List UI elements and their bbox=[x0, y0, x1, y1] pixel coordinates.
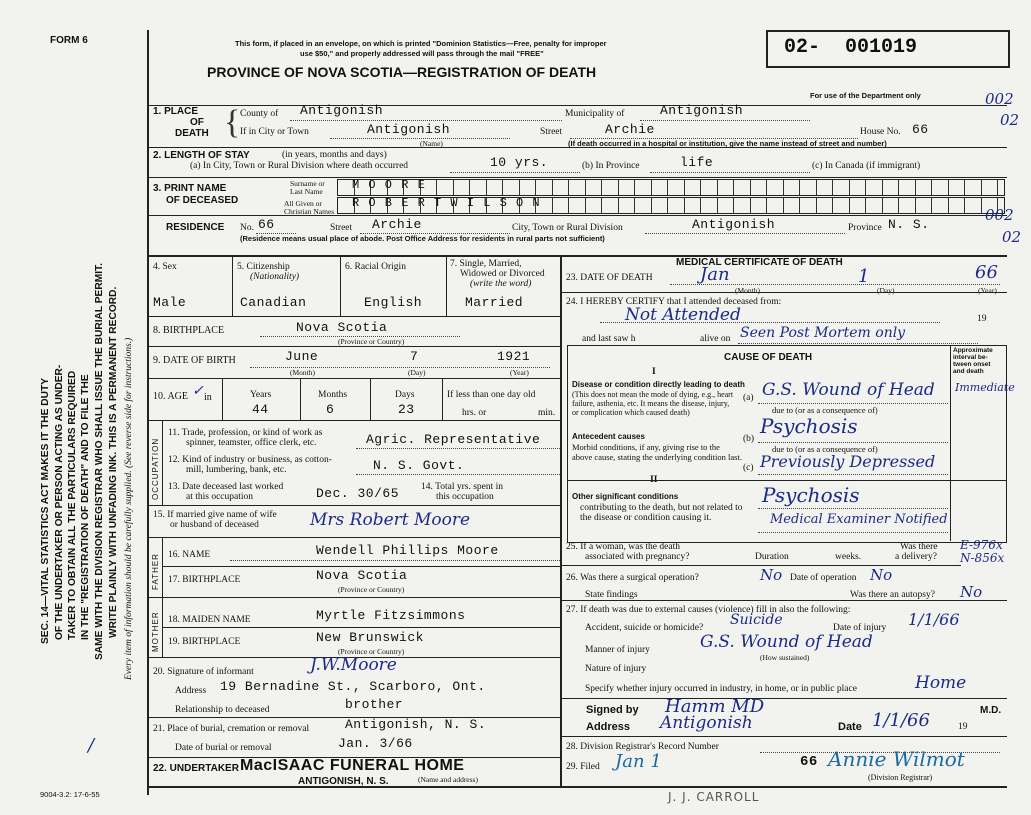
sex-label: 4. Sex bbox=[153, 262, 177, 272]
registrar-hint: (Division Registrar) bbox=[868, 773, 933, 782]
racial-value: English bbox=[364, 295, 423, 310]
place-label-2: OF bbox=[190, 117, 204, 128]
side-instruction-2: OF THE UNDERTAKER OR PERSON ACTING AS UNDER- bbox=[54, 364, 65, 640]
rule-10 bbox=[147, 537, 560, 538]
birthplace-label: 8. BIRTHPLACE bbox=[153, 325, 225, 336]
stay-hint: (in years, months and days) bbox=[282, 150, 387, 160]
immediate-label: Disease or condition directly leading to death bbox=[572, 380, 745, 389]
brace-icon: { bbox=[224, 104, 241, 141]
operation-date-label: Date of operation bbox=[790, 573, 857, 583]
burial-place-label: 21. Place of burial, cremation or removal bbox=[153, 724, 310, 734]
dept-code-2: 02 bbox=[1000, 111, 1020, 129]
age-v1 bbox=[222, 378, 223, 420]
place-label-1: 1. PLACE bbox=[153, 106, 199, 117]
mother-maiden-label: 18. MAIDEN NAME bbox=[168, 615, 251, 625]
age-v4 bbox=[442, 378, 443, 420]
father-birthplace-label: 17. BIRTHPLACE bbox=[168, 575, 241, 585]
marital-label-1: 7. Single, Married, bbox=[450, 259, 522, 269]
house-no-value: 66 bbox=[912, 122, 929, 137]
accident-value: Suicide bbox=[730, 612, 783, 628]
residence-province-value: N. S. bbox=[888, 217, 930, 232]
margin-mark: / bbox=[88, 735, 95, 756]
birthplace-value: Nova Scotia bbox=[296, 320, 388, 335]
last-worked-label-2: at this occupation bbox=[186, 492, 254, 502]
trade-line bbox=[356, 448, 560, 449]
doctor-address-label: Address bbox=[586, 721, 631, 733]
county-label: County of bbox=[240, 109, 279, 119]
attended-line bbox=[600, 322, 940, 323]
grid-v2 bbox=[340, 256, 341, 316]
residence-street-label: Street bbox=[330, 223, 353, 233]
filed-month-value: Jan 1 bbox=[615, 751, 662, 772]
mother-maiden-value: Myrtle Fitzsimmons bbox=[316, 608, 466, 623]
code-n-value: N-856x bbox=[960, 551, 1005, 565]
residence-province-label: Province bbox=[848, 223, 882, 233]
sex-value: Male bbox=[153, 295, 187, 310]
dob-day: 7 bbox=[410, 349, 419, 364]
burial-place-value: Antigonish, N. S. bbox=[345, 717, 487, 732]
lt-day-label-2: hrs. or bbox=[462, 408, 487, 418]
accident-label: Accident, suicide or homicide? bbox=[585, 623, 704, 633]
side-instruction-7: Every item of information should be carefully supplied. (See reverse side for instructions.) bbox=[124, 337, 134, 680]
rule-11 bbox=[162, 566, 560, 567]
street-label: Street bbox=[540, 127, 563, 137]
age-years-value: 44 bbox=[252, 402, 269, 417]
doctor-date-19: 19 bbox=[958, 722, 968, 732]
stay-city-value: 10 yrs. bbox=[490, 155, 549, 170]
death-day-value: 1 bbox=[858, 266, 870, 287]
death-date-label: 23. DATE OF DEATH bbox=[566, 273, 653, 283]
municipality-value: Antigonish bbox=[660, 103, 744, 118]
residence-no-label: No. bbox=[240, 223, 254, 233]
rule-8 bbox=[147, 420, 560, 421]
spouse-value: Mrs Robert Moore bbox=[310, 510, 471, 530]
signed-label: Signed by bbox=[586, 704, 639, 716]
autopsy-label: Was there an autopsy? bbox=[850, 590, 935, 600]
stay-label: 2. LENGTH OF STAY bbox=[153, 150, 250, 161]
cause-c-label: (c) bbox=[743, 463, 754, 473]
age-check-mark: ✓ bbox=[192, 383, 204, 399]
industry-label-2: mill, lumbering, bank, etc. bbox=[186, 465, 287, 475]
weeks-label: weeks. bbox=[835, 552, 862, 562]
undertaker-hint: (Name and address) bbox=[418, 775, 478, 784]
other-line-2 bbox=[758, 532, 948, 533]
surname-label-2: Last Name bbox=[290, 187, 323, 196]
center-frame-line bbox=[560, 256, 562, 786]
attended-value: Not Attended bbox=[625, 305, 741, 325]
lt-day-label-1: If less than one day old bbox=[447, 390, 536, 400]
med-rule-1 bbox=[561, 292, 1007, 293]
injury-where-value: Home bbox=[915, 673, 967, 693]
given-name-value: R O B E R T W I L S O N bbox=[352, 196, 541, 210]
envelope-notice-1: This form, if placed in an envelope, on which is printed "Dominion Statistics—Free, penalty for improper bbox=[235, 39, 607, 48]
department-use-note: For use of the Department only bbox=[810, 91, 921, 100]
citizenship-label-2: (Nationality) bbox=[250, 272, 300, 282]
side-instruction-3: TAKER TO OBTAIN ALL THE PARTICULARS REQUIRED bbox=[67, 370, 78, 640]
rule-13 bbox=[162, 627, 560, 628]
trade-label-1: 11. Trade, profession, or kind of work as bbox=[168, 428, 323, 438]
injury-date-label: Date of injury bbox=[833, 623, 887, 633]
residence-label: RESIDENCE bbox=[166, 222, 225, 233]
residence-street-value: Archie bbox=[372, 217, 422, 232]
birthplace-hint: (Province or Country) bbox=[338, 337, 405, 346]
medical-title: MEDICAL CERTIFICATE OF DEATH bbox=[676, 257, 843, 268]
surgical-label: 26. Was there a surgical operation? bbox=[566, 573, 699, 583]
antecedent-label: Antecedent causes bbox=[572, 432, 645, 441]
cause-b-value: Psychosis bbox=[760, 414, 858, 438]
part-two-label: II bbox=[650, 475, 658, 485]
doctor-date-value: 1/1/66 bbox=[872, 710, 930, 731]
cause-a-value: G.S. Wound of Head bbox=[762, 380, 935, 400]
side-instruction-5: SAME WITH THE DIVISION REGISTRAR WHO SHALL ISSUE THE BURIAL PERMIT. bbox=[94, 263, 105, 660]
med-rule-5 bbox=[561, 736, 1007, 737]
residence-city-line bbox=[645, 233, 845, 234]
code-e-value: E-976x bbox=[960, 538, 1003, 552]
citizenship-value: Canadian bbox=[240, 295, 307, 310]
marital-label-3: (write the word) bbox=[470, 279, 532, 289]
nature-label: Nature of injury bbox=[585, 664, 647, 674]
part-one-label: I bbox=[652, 367, 656, 377]
cause-c-value: Previously Depressed bbox=[760, 452, 936, 471]
cause-c-line bbox=[758, 474, 948, 475]
informant-address-value: 19 Bernadine St., Scarboro, Ont. bbox=[220, 679, 486, 694]
filed-year-value: 66 bbox=[800, 754, 818, 770]
house-no-label: House No. bbox=[860, 127, 901, 137]
alive-on-line bbox=[738, 343, 978, 344]
cause-a-label: (a) bbox=[743, 393, 754, 403]
given-label-1: All Given or bbox=[284, 199, 322, 208]
age-label: 10. AGE bbox=[153, 391, 188, 402]
dob-year-hint: (Year) bbox=[510, 368, 529, 377]
alive-on-label: alive on bbox=[700, 334, 731, 344]
alive-on-value: Seen Post Mortem only bbox=[740, 325, 906, 341]
last-worked-value: Dec. 30/65 bbox=[316, 486, 400, 501]
print-code: 9004-3.2: 17-6-55 bbox=[40, 790, 100, 799]
interval-label: Approximate interval be- tween onset and death bbox=[953, 347, 993, 375]
stay-province-value: life bbox=[680, 155, 714, 170]
mother-birthplace-value: New Brunswick bbox=[316, 630, 424, 645]
father-name-value: Wendell Phillips Moore bbox=[316, 543, 499, 558]
cause-b-label: (b) bbox=[743, 434, 755, 444]
other-note: contributing to the death, but not related to the disease or condition causing it. bbox=[580, 503, 743, 523]
grid-v3 bbox=[446, 256, 447, 316]
years-label: Years bbox=[250, 390, 272, 400]
age-v3 bbox=[370, 378, 371, 420]
dob-label: 9. DATE OF BIRTH bbox=[153, 355, 236, 366]
doctor-date-label: Date bbox=[838, 721, 862, 733]
city-value: Antigonish bbox=[367, 122, 451, 137]
filed-label: 29. Filed bbox=[566, 762, 600, 772]
death-day-hint: (Day) bbox=[877, 286, 895, 295]
residence-city-value: Antigonish bbox=[692, 217, 776, 232]
trade-value: Agric. Representative bbox=[366, 432, 541, 447]
header-rule bbox=[147, 105, 1007, 106]
spouse-label-1: 15. If married give name of wife bbox=[153, 510, 277, 520]
name-hint: (Name) bbox=[420, 139, 443, 148]
side-instruction-1: SEC. 14—VITAL STATISTICS ACT MAKES IT THE DUTY bbox=[40, 377, 51, 644]
stay-province-line bbox=[650, 172, 810, 173]
doctor-address-value: Antigonish bbox=[660, 713, 753, 733]
form-number: FORM 6 bbox=[50, 35, 88, 46]
how-hint: (How sustained) bbox=[760, 653, 810, 662]
relationship-value: brother bbox=[345, 697, 404, 712]
father-name-line bbox=[230, 560, 560, 561]
immediate-note: (This does not mean the mode of dying, e.g., heart failure, asthenia, etc. It means the disease, injury, or complication which caused death) bbox=[572, 390, 734, 417]
antecedent-note: Morbid conditions, if any, giving rise to the above cause, stating the underlying condition last. bbox=[572, 442, 742, 462]
undertaker-stamp: MacISAAC FUNERAL HOME bbox=[240, 757, 465, 774]
death-month-value: Jan bbox=[700, 264, 730, 285]
md-label: M.D. bbox=[980, 705, 1002, 716]
informant-sig-label: 20. Signature of informant bbox=[153, 667, 254, 677]
due-to-a-label: due to (or as a consequence of) bbox=[772, 405, 878, 415]
age-days-value: 23 bbox=[398, 402, 415, 417]
lt-day-label-3: min. bbox=[538, 408, 556, 418]
rule-5 bbox=[147, 316, 560, 317]
municipality-label: Municipality of bbox=[565, 109, 625, 119]
dob-year: 1921 bbox=[497, 349, 531, 364]
total-years-label-1: 14. Total yrs. spent in bbox=[421, 482, 504, 492]
cause-title: CAUSE OF DEATH bbox=[724, 352, 813, 363]
residence-no-value: 66 bbox=[258, 217, 275, 232]
signed-value: Hamm MD bbox=[665, 696, 765, 717]
certify-label: 24. I HEREBY CERTIFY that I attended deceased from: bbox=[566, 297, 782, 307]
stay-city-label: (a) In City, Town or Rural Division where death occurred bbox=[190, 161, 409, 171]
county-value: Antigonish bbox=[300, 103, 384, 118]
findings-label: State findings bbox=[585, 590, 638, 600]
residence-city-label: City, Town or Rural Division bbox=[512, 223, 623, 233]
cause-a-line bbox=[758, 403, 948, 404]
dob-month: June bbox=[285, 349, 319, 364]
rule-3 bbox=[147, 215, 1007, 216]
med-rule-3 bbox=[561, 600, 1007, 601]
municipality-line bbox=[640, 120, 810, 121]
father-name-label: 16. NAME bbox=[168, 550, 211, 560]
dob-month-hint: (Month) bbox=[290, 368, 315, 377]
dept-code-4: 02 bbox=[1002, 228, 1022, 246]
stay-city-line bbox=[450, 172, 580, 173]
street-value: Archie bbox=[605, 122, 655, 137]
last-worked-label-1: 13. Date deceased last worked bbox=[168, 482, 284, 492]
months-label: Months bbox=[318, 390, 348, 400]
external-label: 27. If death was due to external causes (violence) fill in also the following: bbox=[566, 605, 851, 615]
death-year-value: 66 bbox=[975, 262, 998, 283]
side-instruction-6: WRITE PLAINLY WITH UNFADING INK. THIS IS A PERMANENT RECORD. bbox=[108, 286, 119, 638]
operation-date-value: No bbox=[870, 566, 893, 584]
pregnancy-label-1: 25. If a woman, was the death bbox=[566, 542, 680, 552]
age-v2 bbox=[300, 378, 301, 420]
age-in-label: in bbox=[204, 392, 212, 403]
mother-birthplace-hint: (Province or Country) bbox=[338, 647, 405, 656]
total-years-label-2: this occupation bbox=[436, 492, 494, 502]
rule-2 bbox=[147, 177, 1007, 178]
industry-label-1: 12. Kind of industry or business, as cotton- bbox=[168, 455, 332, 465]
duration-label: Duration bbox=[755, 552, 789, 562]
left-frame-line bbox=[147, 30, 149, 795]
residence-note: (Residence means usual place of abode. Post Office Address for residents in rural parts not sufficient) bbox=[240, 234, 605, 243]
cause-divider bbox=[567, 480, 1006, 481]
industry-line bbox=[356, 474, 560, 475]
attended-19: 19 bbox=[977, 314, 987, 324]
industry-value: N. S. Govt. bbox=[373, 458, 465, 473]
dept-code-1: 002 bbox=[985, 90, 1014, 108]
bottom-rule bbox=[147, 786, 1007, 788]
stay-province-label: (b) In Province bbox=[582, 161, 640, 171]
father-birthplace-hint: (Province or Country) bbox=[338, 585, 405, 594]
registrar-signature: Annie Wilmot bbox=[828, 747, 965, 771]
mother-birthplace-label: 19. BIRTHPLACE bbox=[168, 637, 241, 647]
undertaker-label: 22. UNDERTAKER bbox=[153, 763, 239, 774]
rule-7 bbox=[147, 378, 560, 379]
citizenship-label-1: 5. Citizenship bbox=[237, 262, 290, 272]
surname-cells bbox=[337, 179, 1005, 196]
trade-label-2: spinner, teamster, office clerk, etc. bbox=[186, 438, 317, 448]
manner-label: Manner of injury bbox=[585, 645, 650, 655]
rule-9 bbox=[147, 505, 560, 506]
age-months-value: 6 bbox=[326, 402, 335, 417]
mother-section-label: MOTHER bbox=[151, 611, 160, 652]
delivery-label-2: a delivery? bbox=[895, 552, 937, 562]
rule-12 bbox=[147, 597, 560, 598]
spouse-label-2: or husband of deceased bbox=[170, 520, 259, 530]
side-instruction-4: IN THE "REGISTRATION OF DEATH" AND TO FILE THE bbox=[80, 374, 91, 640]
registration-prefix: 02- bbox=[784, 36, 821, 59]
surname-label-1: Surname or bbox=[290, 179, 325, 188]
occupation-section-label: OCCUPATION bbox=[151, 437, 160, 500]
other-value-1: Psychosis bbox=[762, 483, 860, 507]
stay-canada-label: (c) In Canada (if immigrant) bbox=[812, 161, 921, 171]
name-label-2: OF DECEASED bbox=[166, 195, 239, 206]
other-line-1 bbox=[758, 508, 948, 509]
father-section-label: FATHER bbox=[151, 553, 160, 590]
racial-label: 6. Racial Origin bbox=[345, 262, 406, 272]
occupation-divider bbox=[162, 420, 163, 505]
interval-divider bbox=[950, 346, 951, 541]
record-number-label: 28. Division Registrar's Record Number bbox=[566, 742, 719, 752]
interval-a-value: Immediate bbox=[955, 381, 1015, 394]
county-line bbox=[290, 120, 562, 121]
name-label-1: 3. PRINT NAME bbox=[153, 183, 227, 194]
other-label: Other significant conditions bbox=[572, 492, 679, 501]
father-divider bbox=[162, 537, 163, 597]
surgical-value: No bbox=[760, 566, 783, 584]
cause-b-line bbox=[758, 442, 948, 443]
burial-date-value: Jan. 3/66 bbox=[338, 736, 413, 751]
informant-address-label: Address bbox=[175, 686, 207, 696]
autopsy-value: No bbox=[960, 583, 983, 601]
place-label-3: DEATH bbox=[175, 128, 209, 139]
dept-code-3: 002 bbox=[985, 206, 1014, 224]
surname-value: M O O R E bbox=[352, 178, 426, 192]
manner-value: G.S. Wound of Head bbox=[700, 632, 873, 652]
injury-where-label: Specify whether injury occurred in industry, in home, or in public place bbox=[585, 684, 857, 694]
marital-label-2: Widowed or Divorced bbox=[460, 269, 545, 279]
undertaker-address-stamp: ANTIGONISH, N. S. bbox=[298, 776, 389, 787]
registration-number: 001019 bbox=[845, 36, 918, 59]
last-saw-label: and last saw h bbox=[582, 334, 636, 344]
given-label-2: Christian Names bbox=[284, 207, 335, 216]
relationship-label: Relationship to deceased bbox=[175, 705, 270, 715]
form-title: PROVINCE OF NOVA SCOTIA—REGISTRATION OF DEATH bbox=[207, 64, 597, 80]
informant-signature: J.W.Moore bbox=[310, 655, 397, 675]
envelope-notice-2: use $50," and properly addressed will pass through the mail "FREE" bbox=[300, 49, 544, 58]
death-year-hint: (Year) bbox=[978, 286, 997, 295]
pregnancy-label-2: associated with pregnancy? bbox=[585, 552, 690, 562]
days-label: Days bbox=[395, 390, 415, 400]
death-month-hint: (Month) bbox=[735, 286, 760, 295]
injury-date-value: 1/1/66 bbox=[908, 610, 960, 629]
rule-4 bbox=[147, 255, 1007, 257]
other-value-2: Medical Examiner Notified bbox=[770, 512, 948, 527]
dob-day-hint: (Day) bbox=[408, 368, 426, 377]
rule-6 bbox=[147, 346, 560, 347]
delivery-label-1: Was there bbox=[900, 542, 938, 552]
registrar-print-name: J. J. CARROLL bbox=[668, 790, 760, 804]
hospital-note: (If death occurred in a hospital or institution, give the name instead of street and number) bbox=[568, 139, 887, 148]
due-to-b-label: due to (or as a consequence of) bbox=[772, 444, 878, 454]
city-label: If in City or Town bbox=[240, 127, 309, 137]
med-rule-4 bbox=[561, 698, 1007, 699]
father-birthplace-value: Nova Scotia bbox=[316, 568, 408, 583]
marital-value: Married bbox=[465, 295, 524, 310]
burial-date-label: Date of burial or removal bbox=[175, 743, 272, 753]
grid-v1 bbox=[232, 256, 233, 316]
